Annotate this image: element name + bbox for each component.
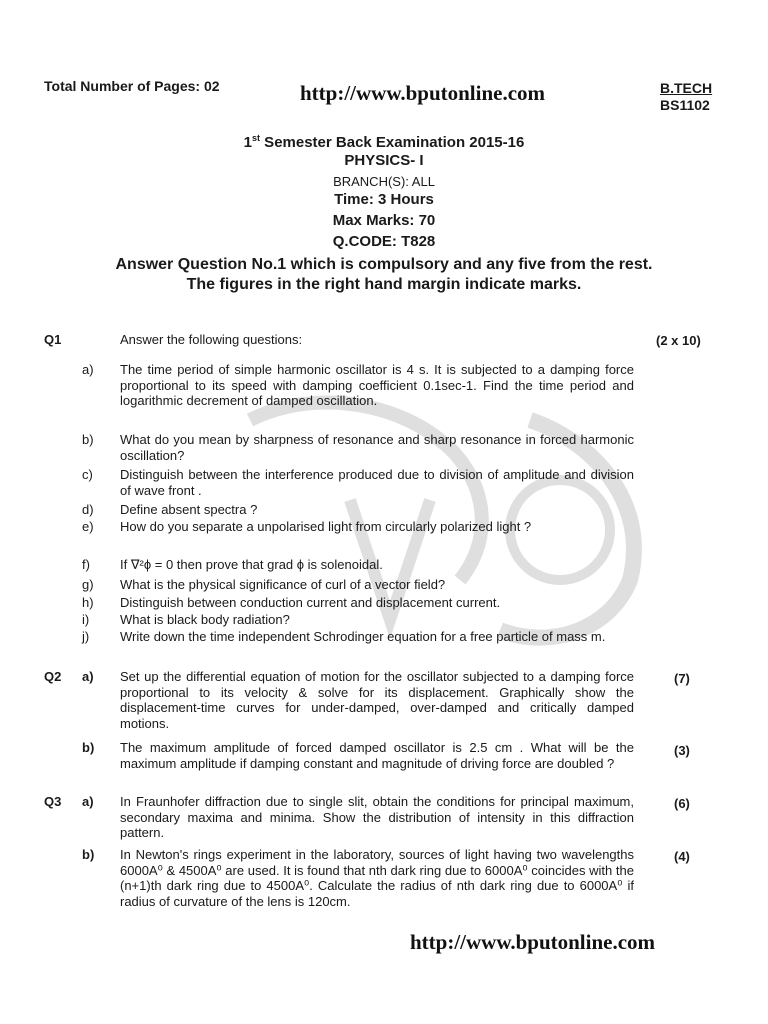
instruction-marks: The figures in the right hand margin indicate marks. xyxy=(186,276,582,293)
q1-item-letter: i) xyxy=(82,612,90,627)
q1-item-f: If ∇²ϕ = 0 then prove that grad ϕ is solenoidal. xyxy=(120,557,383,572)
q1-item-g: What is the physical significance of curl of a vector field? xyxy=(120,577,446,592)
q1-item-j: Write down the time independent Schrodinger equation for a free particle of mass m. xyxy=(120,629,606,644)
site-url-bottom[interactable]: http://www.bputonline.com xyxy=(410,930,656,954)
total-pages: Total Number of Pages: 02 xyxy=(44,78,220,94)
instruction-compulsory: Answer Question No.1 which is compulsory and any five from the rest. xyxy=(115,256,653,273)
time-line: Time: 3 Hours xyxy=(334,191,434,208)
q1-item-letter: j) xyxy=(82,629,90,644)
q3-a-marks: (6) xyxy=(674,796,690,811)
q3-a-text: In Fraunhofer diffraction due to single slit, obtain the conditions for principal maximum, secondary maxima and minima. Show the distribution of intensity in this diffraction pattern. xyxy=(120,794,634,840)
q1-item-letter: h) xyxy=(82,595,94,610)
question-2-label: Q2 xyxy=(44,669,62,684)
q3-a-letter: a) xyxy=(82,794,94,809)
subject-code: BS1102 xyxy=(660,97,710,113)
q1-item-letter: a) xyxy=(82,362,94,377)
semester-suffix: st xyxy=(252,133,261,143)
q3-b-letter: b) xyxy=(82,847,95,862)
branch-line: BRANCH(S): ALL xyxy=(333,174,435,189)
q1-item-letter: d) xyxy=(82,502,94,517)
question-1-intro: Answer the following questions: xyxy=(120,332,303,347)
q3-b-marks: (4) xyxy=(674,849,690,864)
q1-item-letter: e) xyxy=(82,519,94,534)
q1-item-h: Distinguish between conduction current and displacement current. xyxy=(120,595,501,610)
q2-b-marks: (3) xyxy=(674,743,690,758)
question-1-label: Q1 xyxy=(44,332,62,347)
exam-title xyxy=(0,133,768,151)
exam-name: Semester Back Examination 2015-16 xyxy=(260,134,525,151)
q1-item-a: The time period of simple harmonic oscillator is 4 s. It is subjected to a damping force proportional to its speed with damping coefficient 0.1sec-1. Find the time period and logarithmic decrement of damped oscillation. xyxy=(120,362,634,408)
q2-a-text: Set up the differential equation of motion for the oscillator subjected to a damping force proportional to its velocity & solve for its displacement. Graphically show the displacement-time curves for under-damped, over-damped and critically damped motions. xyxy=(120,669,634,731)
max-marks-line: Max Marks: 70 xyxy=(332,212,436,229)
course-code-block xyxy=(660,80,712,114)
qcode-line: Q.CODE: T828 xyxy=(332,233,436,250)
q2-b-letter: b) xyxy=(82,740,95,755)
question-1-marks: (2 x 10) xyxy=(656,333,701,348)
semester-number: 1 xyxy=(243,134,252,151)
q1-item-b: What do you mean by sharpness of resonance and sharp resonance in forced harmonic oscillation? xyxy=(120,432,634,463)
q1-item-letter: g) xyxy=(82,577,94,592)
q1-item-letter: b) xyxy=(82,432,94,447)
question-3-label: Q3 xyxy=(44,794,62,809)
q1-item-c: Distinguish between the interference produced due to division of amplitude and division of wave front . xyxy=(120,467,634,498)
course-label: B.TECH xyxy=(660,80,713,96)
q2-a-letter: a) xyxy=(82,669,94,684)
q2-a-marks: (7) xyxy=(674,671,690,686)
q2-b-text: The maximum amplitude of forced damped oscillator is 2.5 cm . What will be the maximum amplitude if damping constant and magnitude of driving force are doubled ? xyxy=(120,740,634,771)
q1-item-letter: f) xyxy=(82,557,90,572)
site-url-top[interactable]: http://www.bputonline.com xyxy=(300,81,546,105)
q3-b-text: In Newton's rings experiment in the laboratory, sources of light having two wavelengths 6000A⁰ & 4500A⁰ are used. It is found that nth dark ring due to 6000A⁰ coincides with the (n+1)th dark ring due to 4500A⁰. Calculate the radius of nth dark ring due to 6000A⁰ if radius of curvature of the lens is 120cm. xyxy=(120,847,634,909)
subject-title: PHYSICS- I xyxy=(344,152,424,169)
q1-item-e: How do you separate a unpolarised light from circularly polarized light ? xyxy=(120,519,532,534)
q1-item-d: Define absent spectra ? xyxy=(120,502,258,517)
q1-item-i: What is black body radiation? xyxy=(120,612,290,627)
q1-item-letter: c) xyxy=(82,467,93,482)
